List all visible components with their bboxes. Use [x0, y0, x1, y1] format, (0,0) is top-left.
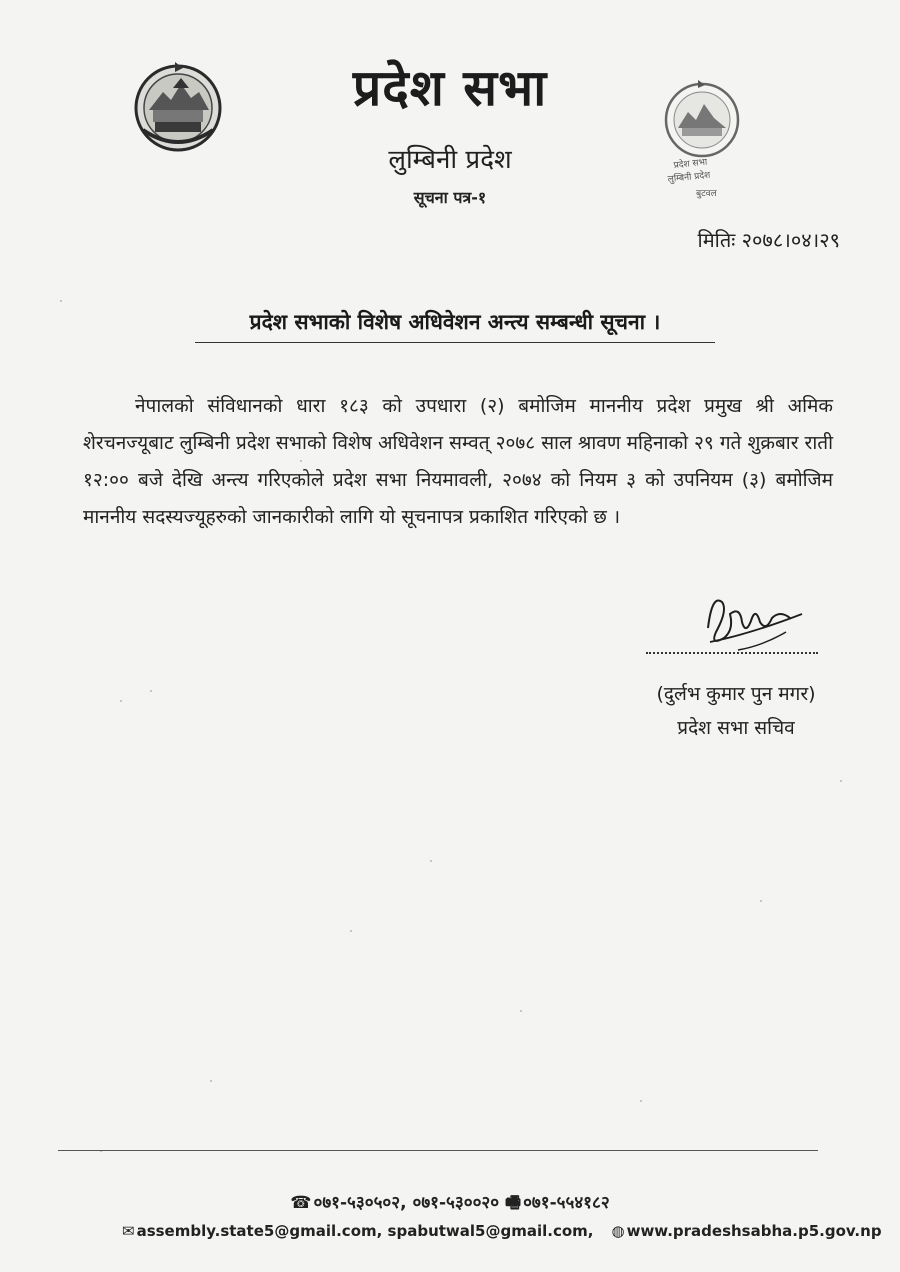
- signatory-title: प्रदेश सभा सचिव: [677, 717, 795, 739]
- assembly-title: प्रदेश सभा: [352, 59, 548, 117]
- signatory-name: (दुर्लभ कुमार पुन मगर): [656, 683, 816, 705]
- signature-line: [646, 652, 818, 654]
- notice-body: नेपालको संविधानको धारा १८३ को उपधारा (२) बमोजिम माननीय प्रदेश प्रमुख श्री अमिक शेरचनज्यूबाट लुम्बिनी प्रदेश सभाको विशेष अधिवेशन सम्वत् २०७८ साल श्रावण महिनाको २९ गते शुक्रबार राती १२:०० बजे देखि अन्त्य गरिएकोले प्रदेश सभा नियमावली, २०७४ को नियम ३ को उपनियम (३) बमोजिम माननीय सदस्यज्यूहरुको जानकारीको लागि यो सूचनापत्र प्रकाशित गरिएको छ ।: [83, 395, 833, 528]
- notice-date: मितिः २०७८।०४।२९: [697, 228, 840, 252]
- contact-email-line: [122, 1222, 882, 1240]
- svg-text:प्रदेश सभा: प्रदेश सभा: [673, 157, 708, 171]
- contact-phone-line: [0, 1190, 900, 1219]
- email-addresses[interactable]: assembly.state5@gmail.com, spabutwal5@gmail.com,: [136, 1222, 594, 1240]
- phone-icon: ☎: [290, 1193, 312, 1213]
- globe-icon: ◍: [611, 1222, 625, 1240]
- footer-divider: [58, 1150, 818, 1151]
- notice-number: सूचना पत्र-१: [413, 188, 487, 207]
- phone-numbers: ०७१-५३०५०२, ०७१-५३००२०: [313, 1193, 500, 1213]
- email-icon: ✉: [122, 1222, 135, 1240]
- fax-icon: 🖷: [505, 1193, 522, 1213]
- svg-text:लुम्बिनी प्रदेश: लुम्बिनी प्रदेश: [667, 170, 711, 185]
- notice-subject: प्रदेश सभाको विशेष अधिवेशन अन्त्य सम्बन्धी सूचना ।: [195, 308, 715, 343]
- province-name: लुम्बिनी प्रदेश: [388, 145, 512, 175]
- website-link[interactable]: www.pradeshsabha.p5.gov.np: [626, 1222, 882, 1240]
- svg-text:बुटवल: बुटवल: [696, 189, 717, 199]
- fax-number: ०७१-५५४१८२: [523, 1193, 610, 1213]
